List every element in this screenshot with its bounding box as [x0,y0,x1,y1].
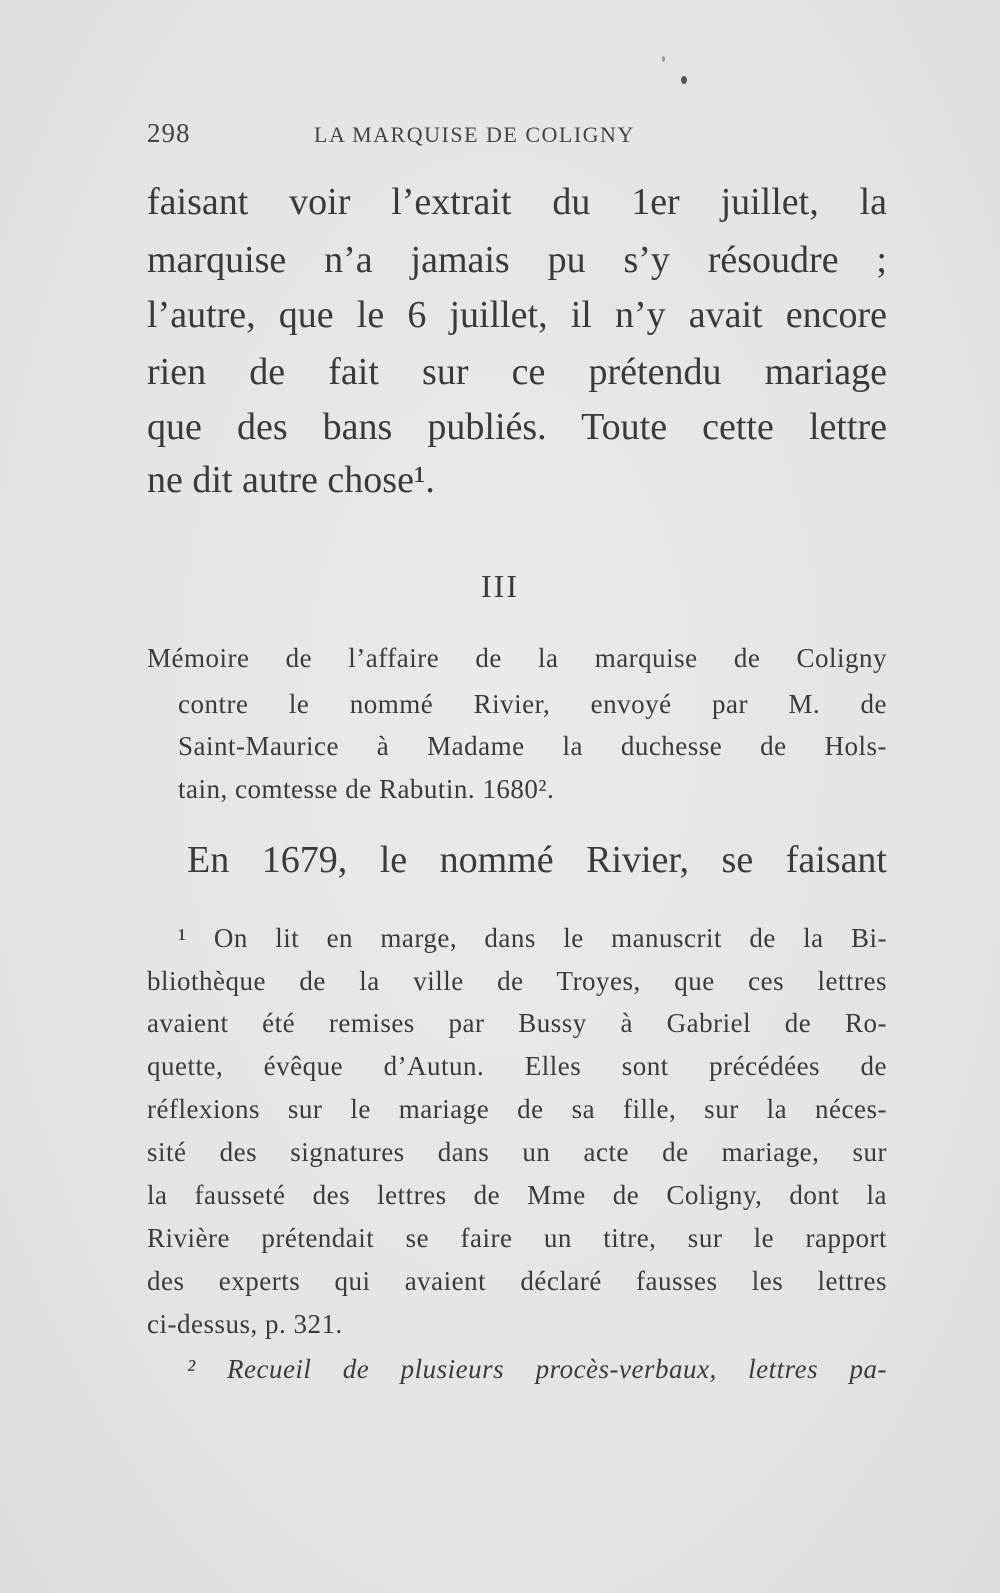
opening-line: En 1679, le nommé Rivier, se faisant [187,839,887,881]
body-line: rien de fait sur ce prétendu mariage [147,351,887,393]
footnote-2: ² Recueil de plusieurs procès-verbaux, lettres pa- [187,1354,887,1384]
body-line: que des bans publiés. Toute cette lettre [147,406,887,448]
footnote-line: ci-dessus, p. 321. [147,1309,343,1339]
memoir-line: Mémoire de l’affaire de la marquise de Coligny [147,643,887,673]
memoir-line: contre le nommé Rivier, envoyé par M. de [178,689,887,719]
memoir-line: tain, comtesse de Rabutin. 1680². [178,774,555,804]
footnote-line: ¹ On lit en marge, dans le manuscrit de la Bi- [178,923,887,953]
footnote-line: avaient été remises par Bussy à Gabriel de Ro- [147,1008,887,1038]
footnote-line: bliothèque de la ville de Troyes, que ces lettres [147,966,887,996]
body-line: faisant voir l’extrait du 1er juillet, la [147,181,887,223]
ink-speck [662,56,665,62]
body-line: ne dit autre chose¹. [147,459,435,501]
footnote-line: des experts qui avaient déclaré fausses les lettres [147,1266,887,1296]
body-line: l’autre, que le 6 juillet, il n’y avait encore [147,294,887,336]
footnote-line: quette, évêque d’Autun. Elles sont précédées de [147,1051,887,1081]
footnote-line: sité des signatures dans un acte de mariage, sur [147,1137,887,1167]
page-number: 298 [147,118,191,148]
footnote-line: la fausseté des lettres de Mme de Coligny, dont la [147,1180,887,1210]
running-title: LA MARQUISE DE COLIGNY [314,122,635,147]
footnote-line: Rivière prétendait se faire un titre, sur le rapport [147,1223,887,1253]
body-line: marquise n’a jamais pu s’y résoudre ; [147,239,887,281]
footnote-line: réflexions sur le mariage de sa fille, sur la néces- [147,1094,887,1124]
section-number: III [481,568,519,604]
ink-speck [681,76,687,84]
memoir-line: Saint-Maurice à Madame la duchesse de Hols- [178,731,887,761]
